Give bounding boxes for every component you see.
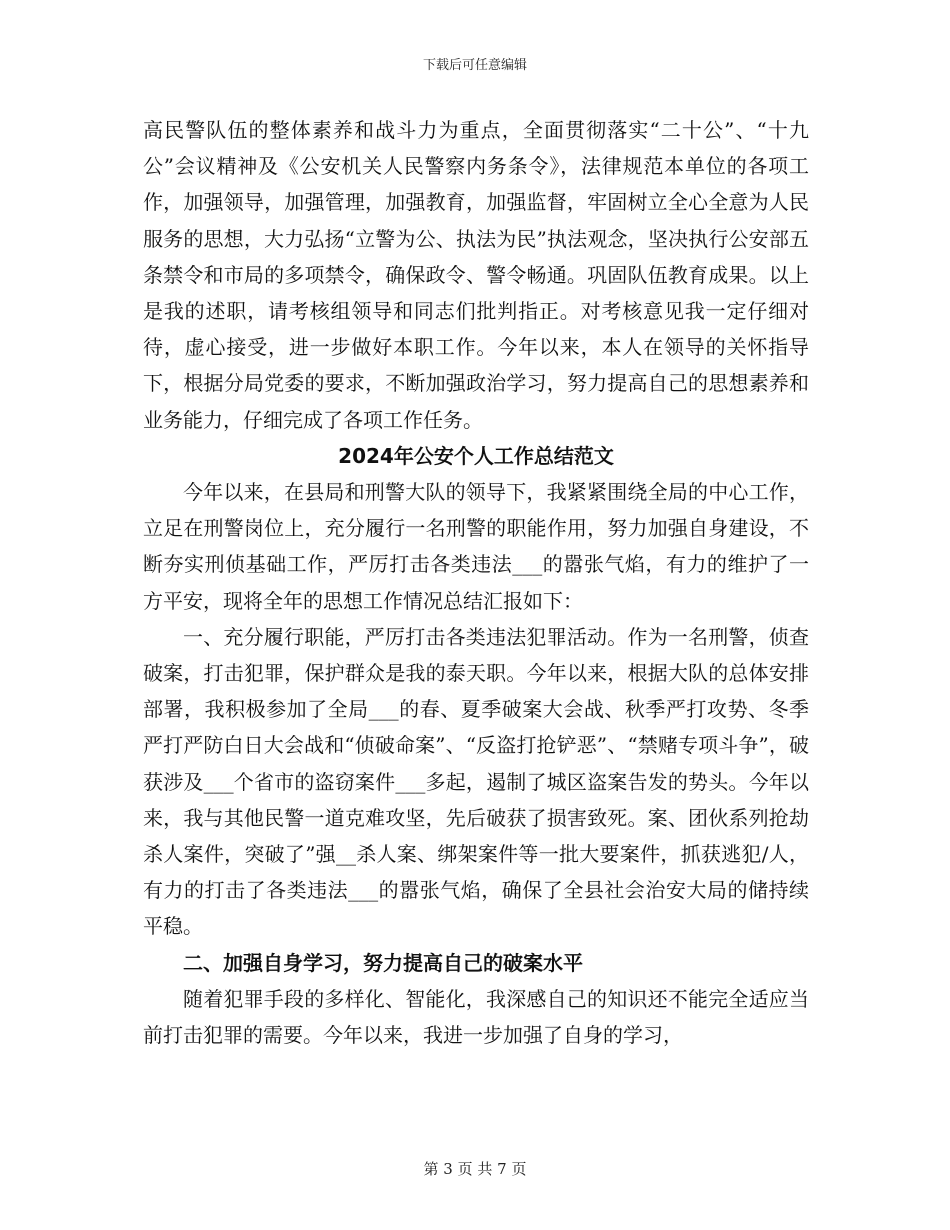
paragraph-continuation: 高民警队伍的整体素养和战斗力为重点，全面贯彻落实“二十公”、“十九公”会议精神及《公安机关人民警察内务条令》，法律规范本单位的各项工作，加强领导，加强管理，加强教育，加强监督，牢固树立全心全意为人民服务的思想，大力弘扬“立警为公、执法为民”执法观念，坚决执行公安部五条禁令和市局的多项禁令，确保政令、警令畅通。巩固队伍教育成果。以上是我的述职，请考核组领导和同志们批判指正。对考核意见我一定仔细对待，虚心接受，进一步做好本职工作。今年以来，本人在领导的关怀指导下，根据分局党委的要求，不断加强政治学习，努力提高自己的思想素养和业务能力，仔细完成了各项工作任务。 xyxy=(143,118,809,432)
section-heading-two: 二、加强自身学习，努力提高自己的破案水平 xyxy=(183,950,583,975)
paragraph-intro: 今年以来，在县局和刑警大队的领导下，我紧紧围绕全局的中心工作，立足在刑警岗位上，充分履行一名刑警的职能作用，努力加强自身建设，不断夯实刑侦基础工作，严厉打击各类违法___的嚣张气焰，有力的维护了一方平安，现将全年的思想工作情况总结汇报如下： xyxy=(143,480,809,613)
paragraph-section-one: 一、充分履行职能，严厉打击各类违法犯罪活动。作为一名刑警，侦查破案，打击犯罪，保护群众是我的泰天职。今年以来，根据大队的总体安排部署，我积极参加了全局___的春、夏季破案大会战、秋季严打攻势、冬季严打严防白日大会战和“侦破命案”、“反盗打抢铲恶”、“禁赌专项斗争”，破获涉及___个省市的盗窃案件___多起，遏制了城区盗案告发的势头。今年以来，我与其他民警一道克难攻坚，先后破获了损害致死。案、团伙系列抢劫杀人案件，突破了”强__杀人案、绑架案件等一批大要案件，抓获逃犯/人，有力的打击了各类违法___的嚣张气焰，确保了全县社会治安大局的储持续平稳。 xyxy=(143,624,809,939)
document-title: 2024年公安个人工作总结范文 xyxy=(338,443,614,468)
paragraph-section-two: 随着犯罪手段的多样化、智能化，我深感自己的知识还不能完全适应当前打击犯罪的需要。今年以来，我进一步加强了自身的学习， xyxy=(143,986,809,1048)
page-footer: 第 3 页 共 7 页 xyxy=(423,1160,527,1178)
page-header: 下载后可任意编辑 xyxy=(422,58,527,73)
document-body xyxy=(143,112,809,1053)
